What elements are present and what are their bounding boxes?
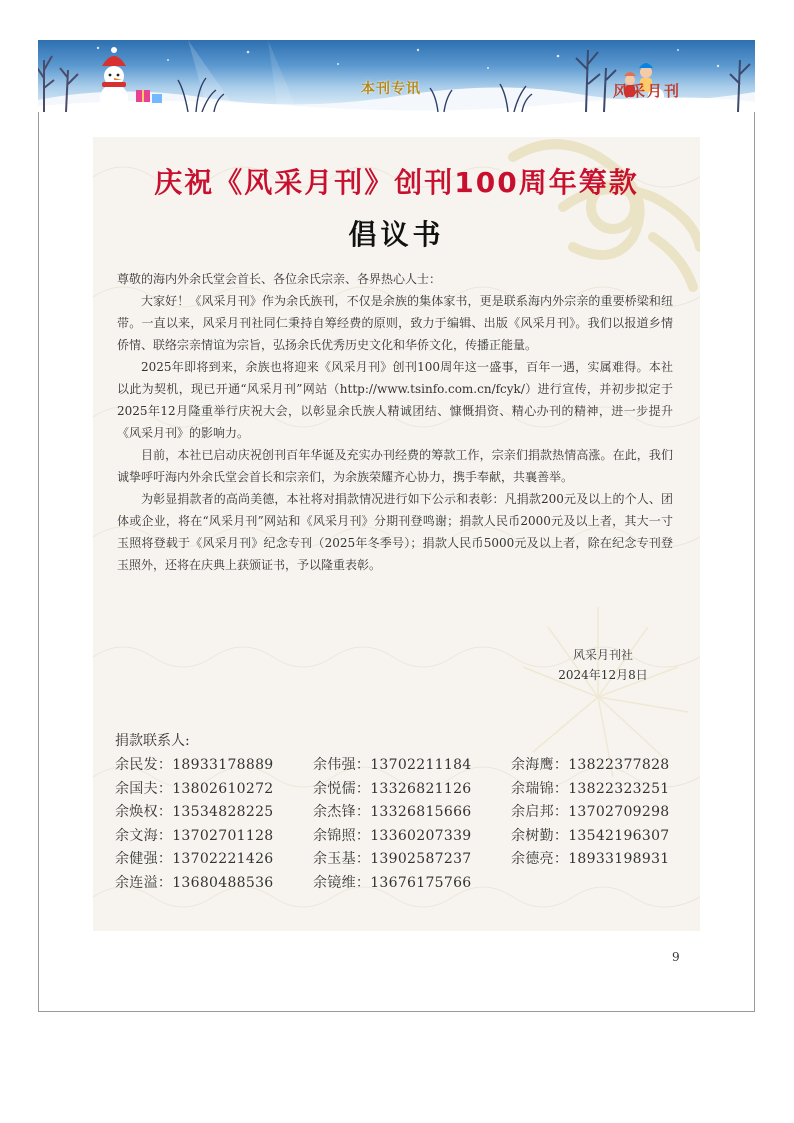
header-banner [38, 40, 755, 112]
contacts-section [115, 730, 695, 895]
section-title: 本刊专讯 [361, 81, 421, 97]
article-subtitle: 倡议书 [348, 218, 445, 251]
paragraph: 大家好！《风采月刊》作为余氏族刊，不仅是余族的集体家书，更是联系海内外宗亲的重要桥梁和纽带。一直以来，风采月刊社同仁秉持自筹经费的原则，致力于编辑、出版《风采月刊》。我们以报道乡情侨情、联络宗亲情谊为宗旨，弘扬余氏优秀历史文化和华侨文化，传播正能量。 [117, 294, 673, 352]
contact-item: 余海鹰：13822377828 [511, 757, 670, 773]
contact-item: 余健强：13702221426 [115, 851, 274, 867]
sign-date: 2024年12月8日 [558, 668, 648, 682]
content-card [93, 137, 700, 931]
contact-item: 余杰锋：13326815666 [313, 804, 472, 820]
signature: 风采月刊社 [572, 648, 633, 662]
contact-item: 余民发：18933178889 [115, 757, 274, 773]
contacts-heading: 捐款联系人: [115, 733, 190, 749]
contact-item: 余镜维：13676175766 [313, 874, 472, 891]
magazine-brand: 风采月刊 [613, 82, 682, 100]
contact-item: 余国夫：13802610272 [115, 780, 274, 797]
signature-block [533, 645, 673, 685]
contact-item: 余悦儒：13326821126 [313, 780, 472, 797]
contact-item: 余瑞锦：13822323251 [511, 780, 670, 797]
paragraph: 目前，本社已启动庆祝创刊百年华诞及充实办刊经费的筹款工作，宗亲们捐款热情高涨。在此，我们诚挚呼吁海内外余氏堂会首长和宗亲们，为余族荣耀齐心协力，携手奉献，共襄善举。 [117, 448, 673, 484]
paragraph: 2025年即将到来，余族也将迎来《风采月刊》创刊100周年这一盛事，百年一遇，实属难得。本社以此为契机，现已开通“风采月刊”网站（http://www.tsinfo.com.cn/fcyk/）进行宣传，并初步拟定于2025年12月隆重举行庆祝大会，以彰显余氏族人精诚团结、慷慨捐资、精心办刊的精神，进一步提升《风采月刊》的影响力。 [117, 360, 673, 440]
contact-item: 余启邦：13702709298 [511, 804, 670, 820]
salutation: 尊敬的海内外余氏堂会首长、各位余氏宗亲、各界热心人士： [117, 272, 442, 286]
winter-scene-illustration [38, 40, 755, 112]
contact-item: 余锦照：13360207339 [313, 827, 472, 844]
contact-item: 余焕权：13534828225 [115, 804, 274, 820]
paragraph: 为彰显捐款者的高尚美德，本社将对捐款情况进行如下公示和表彰：凡捐款200元及以上的个人、团体或企业，将在“风采月刊”网站和《风采月刊》分期刊登鸣谢；捐款人民币2000元及以上者，其大一寸玉照将登载于《风采月刊》纪念专刊（2025年冬季号）；捐款人民币5000元及以上者，除在纪念专刊登玉照外，还将在庆典上获颁证书，予以隆重表彰。 [117, 492, 673, 572]
contact-item: 余玉基：13902587237 [313, 851, 472, 867]
contact-item: 余文海：13702701128 [115, 827, 274, 844]
page-number: 9 [672, 950, 680, 964]
snowman-illustration [100, 47, 128, 112]
letter-body [117, 268, 673, 576]
contacts-grid [115, 754, 695, 895]
contact-item: 余伟强：13702211184 [313, 757, 472, 773]
contact-item: 余德亮：18933198931 [511, 851, 670, 867]
article-title: 庆祝《风采月刊》创刊100周年筹款 [154, 166, 639, 199]
contact-item: 余连溢：13680488536 [115, 874, 274, 891]
contact-item: 余树勤：13542196307 [511, 827, 670, 844]
